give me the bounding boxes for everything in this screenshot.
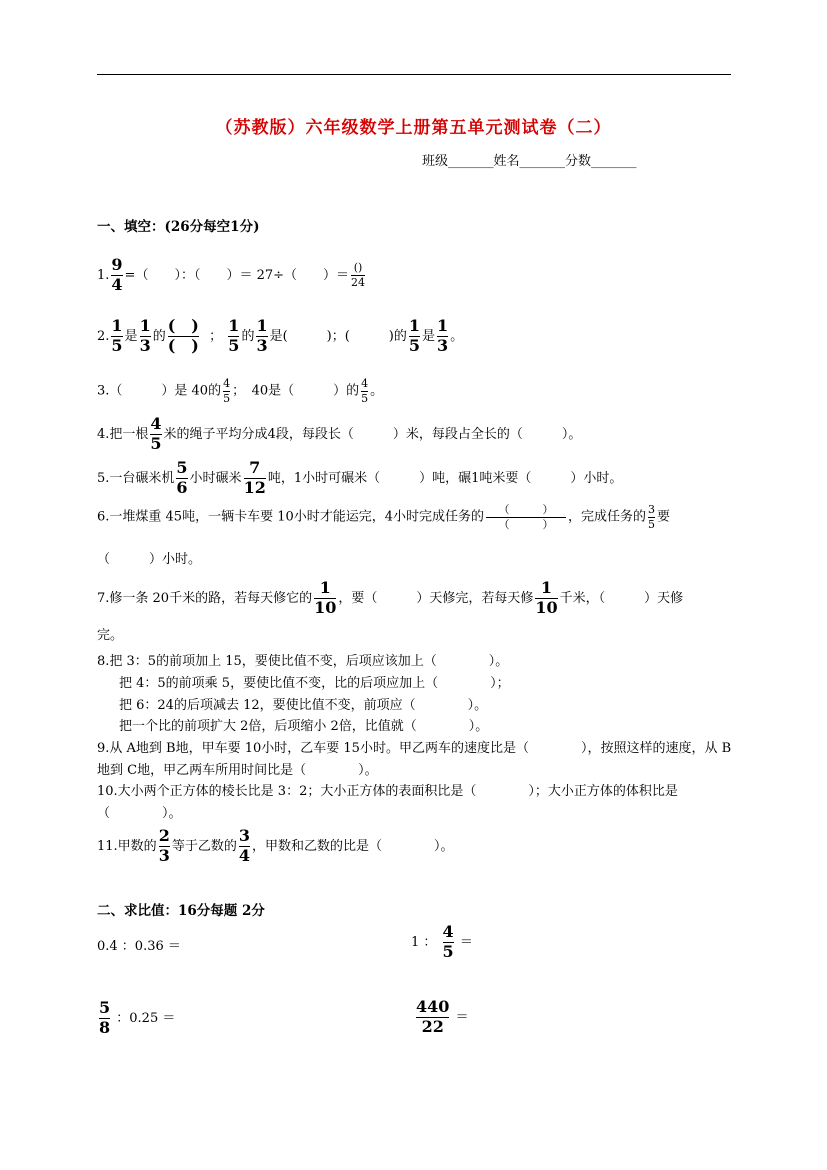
class-name-score-line: 班级_______姓名_______分数_______ bbox=[422, 154, 637, 169]
question-8-line1: 8.把 3：5的前项加上 15，要使比值不变，后项应该加上（ ）。 bbox=[97, 654, 509, 669]
section2-heading: 二、求比值：16分每题 2分 bbox=[97, 903, 265, 919]
question-4: 4.把一根 $\frac{4}{5}$ 米的绳子平均分成4段，每段长（ ）米，每段占全长的（ ）。 bbox=[97, 414, 582, 453]
fraction: $\frac{1}{5}$ bbox=[408, 316, 421, 355]
fraction: $\frac{1}{10}$ bbox=[314, 578, 337, 617]
ratio-problem-4: $\frac{440}{22}$ ＝ bbox=[416, 997, 469, 1036]
page-title: （苏教版）六年级数学上册第五单元测试卷（二） bbox=[215, 118, 612, 138]
fraction: $\frac{5}{8}$ bbox=[99, 998, 111, 1037]
fraction: $\frac{7}{12}$ bbox=[243, 458, 266, 497]
fraction: $\frac{1}{5}$ bbox=[111, 316, 123, 355]
fraction: $\frac{4}{5}$ bbox=[150, 414, 162, 453]
fraction: $\frac{2}{3}$ bbox=[158, 826, 170, 865]
fraction: $\frac{()}{24}$ bbox=[351, 261, 366, 289]
question-2: 2. $\frac{1}{5}$ 是 $\frac{1}{3}$ 的 $\frac{( )}{( )}$ ； $\frac{1}{5}$ 的 $\frac{1}{3}$ 是( )；( )的 $\frac{1}{5}$ 是 $\frac{1}{3}$ 。 bbox=[97, 316, 464, 355]
question-7-line2: 完。 bbox=[97, 628, 124, 643]
fraction: $\frac{3}{4}$ bbox=[238, 826, 250, 865]
fraction: $\frac{1}{3}$ bbox=[139, 316, 151, 355]
fraction: $\frac{4}{5}$ bbox=[442, 922, 454, 961]
question-9: 9.从 A地到 B地，甲车要 10小时，乙车要 15小时。甲乙两车的速度比是（ ），按照这样的速度，从 B地到 C地，甲乙两车所用时间比是（ ）。 bbox=[97, 741, 732, 778]
question-6: 6.一堆煤重 45吨，一辆卡车要 10小时才能运完，4小时完成任务的 $\frac{( )}{( )}$ ，完成任务的 $\frac{3}{5}$ 要 bbox=[97, 503, 671, 531]
ratio-problem-2: 1 ： $\frac{4}{5}$ ＝ bbox=[411, 922, 473, 961]
fraction: $\frac{3}{5}$ bbox=[648, 503, 656, 531]
fraction: $\frac{4}{5}$ bbox=[223, 377, 231, 405]
fraction: $\frac{1}{5}$ bbox=[228, 316, 240, 355]
fraction: $\frac{5}{6}$ bbox=[176, 458, 188, 497]
question-1: 1. $\frac{9}{4}$ =（ ）：（ ）＝ 27÷（ ）＝ $\frac{()}{24}$ bbox=[97, 255, 366, 294]
fraction: $\frac{1}{10}$ bbox=[535, 578, 558, 617]
question-6-line2: （ ）小时。 bbox=[97, 552, 202, 567]
question-8-line4: 把一个比的前项扩大 2倍，后项缩小 2倍，比值就（ ）。 bbox=[119, 719, 489, 734]
fraction: $\frac{1}{3}$ bbox=[437, 316, 449, 355]
fraction: $\frac{1}{3}$ bbox=[256, 316, 268, 355]
question-10: 10.大小两个正方体的棱长比是 3：2；大小正方体的表面积比是（ ）；大小正方体的体积比是（ ）。 bbox=[97, 784, 678, 821]
fraction: $\frac{9}{4}$ bbox=[111, 255, 123, 294]
fraction: $\frac{440}{22}$ bbox=[416, 997, 450, 1036]
fraction: $\frac{( )}{( )}$ bbox=[486, 504, 566, 530]
fraction: $\frac{( )}{( )}$ bbox=[167, 316, 199, 355]
question-11: 11.甲数的 $\frac{2}{3}$ 等于乙数的 $\frac{3}{4}$ ，甲数和乙数的比是（ ）。 bbox=[97, 826, 454, 865]
section1-heading: 一、填空：(26分每空1分) bbox=[97, 219, 260, 235]
question-8-line2: 把 4：5的前项乘 5，要使比值不变，比的后项应加上（ ）； bbox=[119, 676, 510, 691]
ratio-problem-1: 0.4 ：0.36 ＝ bbox=[97, 939, 181, 954]
question-8-line3: 把 6：24的后项减去 12，要使比值不变，前项应（ ）。 bbox=[119, 698, 488, 713]
question-7: 7.修一条 20千米的路，若每天修它的 $\frac{1}{10}$ ，要（ ）天修完，若每天修 $\frac{1}{10}$ 千米，（ ）天修 bbox=[97, 578, 684, 617]
question-5: 5.一台碾米机 $\frac{5}{6}$ 小时碾米 $\frac{7}{12}$ 吨，1小时可碾米（ ）吨，碾1吨米要（ ）小时。 bbox=[97, 458, 623, 497]
fraction: $\frac{4}{5}$ bbox=[361, 377, 369, 405]
top-rule bbox=[97, 74, 731, 75]
question-3: 3.（ ）是 40的 $\frac{4}{5}$ ； 40是（ ）的 $\frac{4}{5}$ 。 bbox=[97, 377, 384, 405]
ratio-problem-3: $\frac{5}{8}$ ：0.25 ＝ bbox=[99, 998, 176, 1037]
